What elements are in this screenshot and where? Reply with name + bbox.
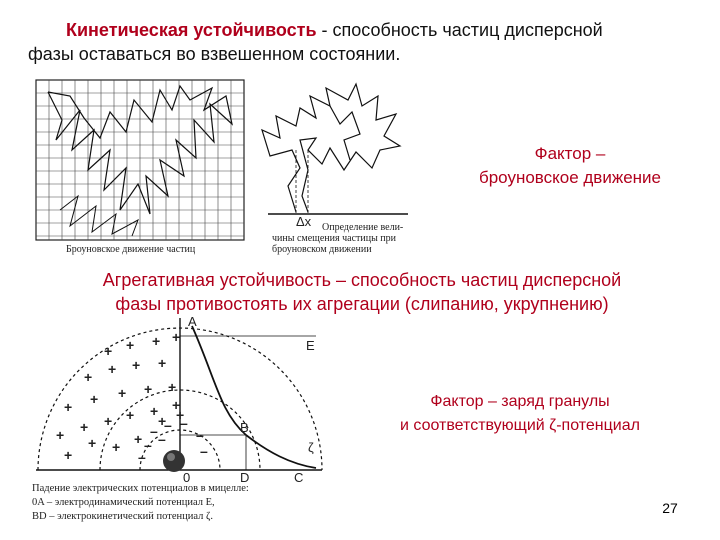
plus-sign: + <box>108 361 117 377</box>
plus-sign: + <box>144 381 153 397</box>
plus-sign: + <box>126 337 135 353</box>
minus-sign: – <box>200 443 208 459</box>
plus-sign: + <box>90 391 99 407</box>
plus-sign: + <box>64 399 73 415</box>
minus-sign: – <box>196 427 204 443</box>
plus-sign: + <box>150 403 159 419</box>
minus-sign: – <box>158 431 166 447</box>
plus-sign: + <box>80 419 89 435</box>
plus-sign: + <box>168 379 177 395</box>
plus-sign: + <box>118 385 127 401</box>
factor-brownian <box>440 142 700 190</box>
micelle-caption <box>32 482 249 524</box>
plus-sign: + <box>176 407 185 423</box>
plus-sign: + <box>56 427 65 443</box>
minus-sign: – <box>180 415 188 431</box>
aggregative-line1: Агрегативная устойчивость – способность частиц дисперсной <box>102 270 622 290</box>
plus-sign: + <box>88 435 97 451</box>
page-number: 27 <box>662 500 678 516</box>
factor2-line1: Фактор – заряд гранулы <box>430 393 610 410</box>
label-A: A <box>188 314 197 329</box>
label-zeta: ζ <box>308 440 314 455</box>
path-caption-line1: Определение вели- <box>322 222 404 233</box>
label-0: 0 <box>183 470 191 485</box>
definition-line1-rest: - способность частиц дисперсной <box>316 20 603 40</box>
micelle-caption-line2: 0A – электродинамический потенциал E, <box>32 497 215 508</box>
plus-sign: + <box>172 397 181 413</box>
kinetic-stability-term: Кинетическая устойчивость <box>66 20 317 40</box>
path-caption-line2: чины смещения частицы при <box>272 233 396 244</box>
brownian-trajectory-2 <box>60 196 138 236</box>
minus-sign: – <box>138 449 146 465</box>
micelle-core <box>163 450 185 472</box>
aggregative-stability-definition <box>34 268 690 316</box>
path-caption <box>272 222 418 255</box>
plus-sign: + <box>64 447 73 463</box>
label-D: D <box>240 470 250 485</box>
label-E: E <box>306 338 315 353</box>
plus-sign: + <box>126 407 135 423</box>
delta-x-label: Δx <box>296 214 312 229</box>
plus-sign: + <box>84 369 93 385</box>
aggregative-line2: фазы противостоять их агрегации (слипанию, укрупнению) <box>115 294 609 314</box>
plus-sign: + <box>112 439 121 455</box>
definition-line2: фазы оставаться во взвешенном состоянии. <box>28 44 401 64</box>
plus-sign: + <box>152 333 161 349</box>
plus-sign: + <box>158 413 167 429</box>
label-B: B <box>240 420 249 435</box>
plus-sign: + <box>104 413 113 429</box>
plus-sign: + <box>104 343 113 359</box>
plus-sign: + <box>132 357 141 373</box>
grid-caption: Броуновское движение частиц <box>66 244 196 255</box>
factor1-line1: Фактор – <box>534 144 606 163</box>
label-C: C <box>294 470 304 485</box>
micelle-caption-line1: Падение электрических потенциалов в мицелле: <box>32 483 249 494</box>
displacement-diagram <box>262 84 408 214</box>
plus-sign: + <box>158 355 167 371</box>
minus-sign: – <box>164 417 172 433</box>
factor1-line2: броуновское движение <box>478 168 661 187</box>
plus-sign: + <box>172 329 181 345</box>
minus-sign: – <box>144 437 152 453</box>
factor-zeta-potential <box>348 390 692 438</box>
minus-sign: – <box>150 423 158 439</box>
path-caption-line3: броуновском движении <box>272 244 372 255</box>
plus-sign: + <box>134 431 143 447</box>
micelle-caption-line3: BD – электрокинетический потенциал ζ. <box>32 511 213 522</box>
factor2-line2: и соответствующий ζ-потенциал <box>400 417 640 434</box>
